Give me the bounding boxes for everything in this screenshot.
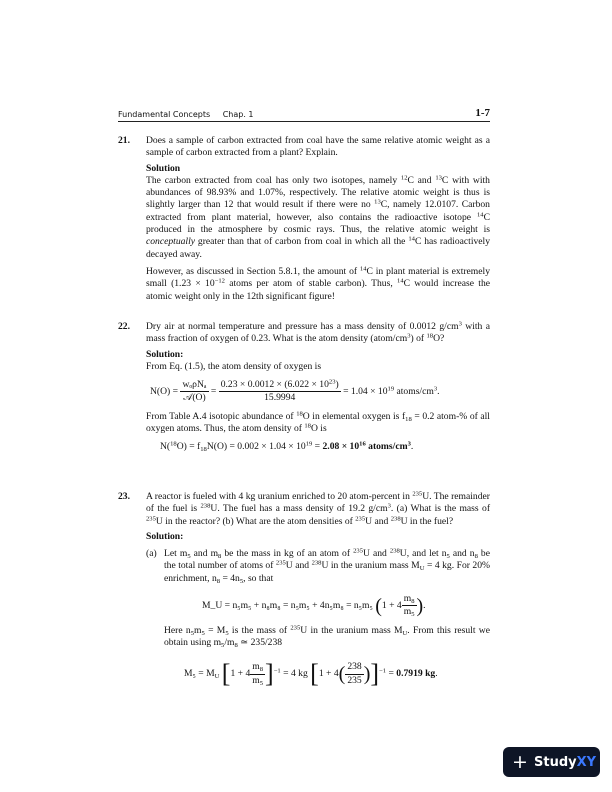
problem-number: 23.: [118, 491, 130, 502]
plus-icon: +: [512, 751, 528, 773]
solution-paragraph: Here $n_5m_5 = M_5$ is the mass of $^{235}$U in the uranium mass $M_U$. From this result we obtain using $m_5/m_8$ ≃ 235/238: [164, 624, 490, 649]
question-text: A reactor is fueled with 4 kg uranium enriched to 20 atom-percent in $^{235}$U. The remainder of the fuel is $^{238}$U. The fuel has a mass density of 19.2 $g/cm^3$. (a) What is the mass of $^{235}$U in the reactor? (b) What are the atom densities of $^{235}$U and $^{238}$U in the fuel?: [146, 490, 491, 527]
solution-intro: From Eq. (1.5), the atom density of oxygen is: [146, 360, 322, 372]
page-number: 1-7: [475, 107, 490, 119]
part-a-text: Let $m_5$ and $m_8$ be the mass in kg of an atom of $^{235}$U and $^{238}$U, and let $n_5$ and $n_8$ be the total number of atoms of $^{235}$U and $^{238}$U in the uranium mass $M_U = 4$ kg. For 20% enrichment, $n_8 = 4n_5$, so that: [164, 547, 491, 585]
solution-paragraph: The carbon extracted from coal has only two isotopes, namely $^{12}$C and $^{13}$C with with abundances of 98.93% and 1.07%, respectively. The relative atomic weight is thus is slightly larger than 12 that would result if there were no $^{13}$C, namely 12.0107. Carbon extracted from plant material, however, also contains the radioactive isotope $^{14}$C produced in the atmosphere by cosmic rays. Thus, the relative atomic weight is conceptually greater than that of carbon from coal in which all the $^{14}$C has radioactively decayed away.: [146, 174, 491, 260]
header-chapter: Chap. 1: [222, 110, 254, 119]
answer-value: 0.7919 kg: [396, 668, 436, 680]
studyxy-badge[interactable]: [503, 747, 600, 777]
question-text: Dry air at normal temperature and pressure has a mass density of 0.0012 $g/cm^3$ with a mass fraction of oxygen of 0.23. What is the atom density $(atom/cm^3)$ of $^{18}$O?: [146, 320, 490, 345]
solution-paragraph: From Table A.4 isotopic abundance of $^{18}$O in elemental oxygen is $f_{18} = 0.2$ atom-% of all oxygen atoms. Thus, the atom density of $^{18}$O is: [146, 410, 490, 435]
part-a: [146, 548, 490, 687]
question-text: Does a sample of carbon extracted from coal have the same relative atomic weight as a sample of carbon extracted from a plant? Explain.: [146, 135, 490, 159]
running-header: [118, 108, 490, 122]
problem-number: 22.: [118, 321, 130, 332]
header-section: Fundamental Concepts: [118, 110, 211, 119]
equation-uranium-mass: M_U = n₅m₅ + n₈m₈ = n₅m₅ + 4n₅m₈ = n₅m₅ (1 + 4 $\frac{m_8}{m_5}$ ).: [202, 593, 426, 619]
problem-number: 21.: [118, 135, 130, 146]
answer-value: $2.08 \times 10^{16}$ atoms/$cm^3$: [322, 440, 411, 453]
solution-paragraph: However, as discussed in Section 5.8.1, the amount of $^{14}$C in plant material is extremely small ($1.23 \times 10^{-12}$ atoms per atom of stable carbon). Thus, $^{14}$C would increase the atomic weight only in the 12th significant figure!: [146, 265, 490, 302]
part-a-label: (a): [146, 548, 157, 560]
solution-label: Solution:: [146, 348, 184, 360]
equation-o18-density: $N(^{18}O) = f_{18}N(O) = 0.002 \times 1.04 \times 10^{19} = 2.08 \times 10^{16}$ atoms/$cm^3$.: [160, 440, 414, 454]
solution-label: Solution: [146, 162, 181, 174]
brand-name: StudyXY: [534, 755, 597, 770]
header-rule: [118, 121, 490, 122]
problem-23: [118, 491, 490, 693]
problem-21: [118, 135, 490, 303]
equation-u235-mass: $M_5 = M_U$ [1 + 4 $\frac{m_8}{m_5}$ ]$^{-1}$ = 4 kg [1 + 4( $\frac{238}{235}$ )]$^{-1}$ = 0.7919 kg.: [184, 659, 438, 689]
problem-22: [118, 321, 490, 460]
solution-label: Solution:: [146, 530, 184, 542]
equation-atom-density: N(O) = $\frac{\text{wₒρNₐ}}{\text{𝒜(O)}}$ = $\frac{0.23 \times 0.0012 \times (6.022 \times 10^{23})}{15.9994}$ = $1.04 \times 10^{19}$ atoms/$cm^3$.: [150, 378, 440, 404]
